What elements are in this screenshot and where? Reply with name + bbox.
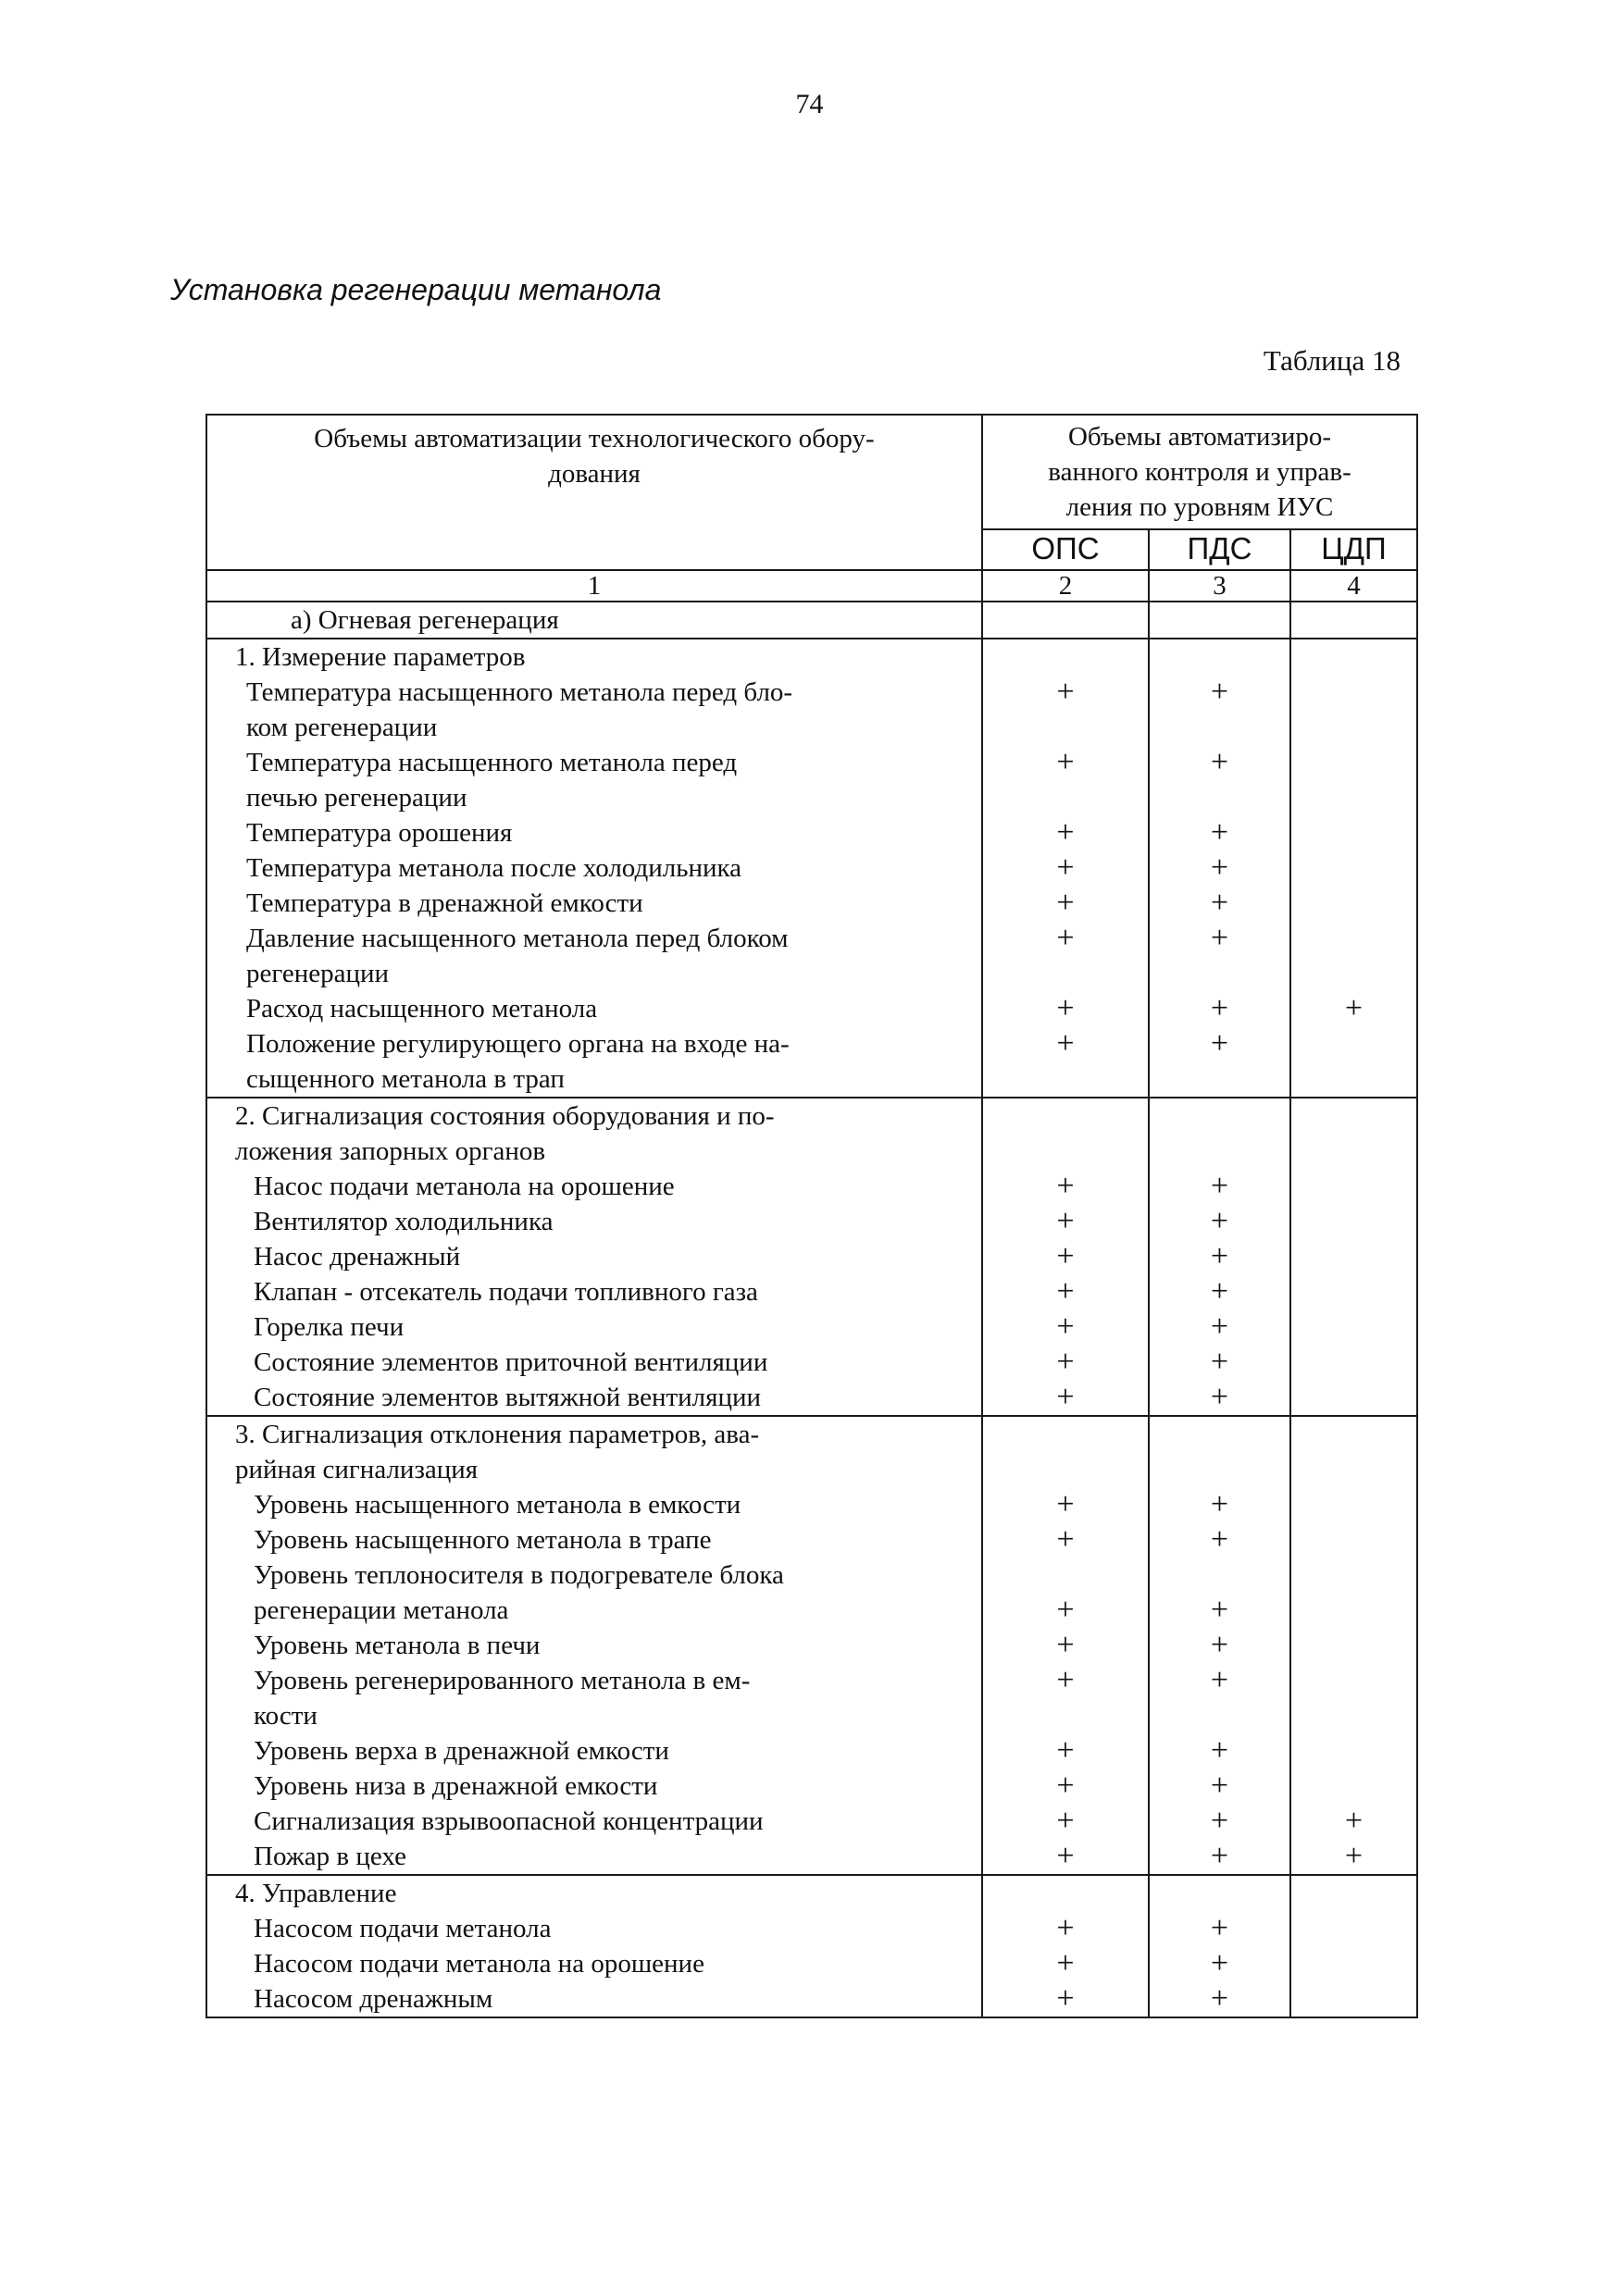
plus-mark	[1291, 1134, 1416, 1169]
plus-mark: +	[1210, 1804, 1229, 1838]
parameter-text: Сигнализация взрывоопасной концентрации	[254, 1806, 764, 1836]
parameter-text: Давление насыщенного метанола перед блоком	[246, 924, 789, 953]
plus-mark	[983, 780, 1148, 815]
automation-table	[205, 414, 1418, 2018]
plus-mark: +	[1056, 1345, 1075, 1379]
header-row	[206, 415, 1417, 529]
plus-mark	[1150, 1098, 1289, 1134]
column-number: 4	[1290, 570, 1417, 602]
parameter-text: Температура насыщенного метанола перед бло-	[246, 677, 793, 707]
plus-mark: +	[1056, 675, 1075, 709]
parameter-text: Уровень регенерированного метанола в ем-	[254, 1666, 751, 1695]
plus-mark	[1291, 1169, 1416, 1204]
parameter-text: Уровень насыщенного метанола в трапе	[254, 1525, 712, 1555]
plus-mark: +	[1056, 1522, 1075, 1557]
group-heading: 4. Управление	[235, 1879, 397, 1908]
plus-mark	[1291, 1239, 1416, 1274]
group-mark-cell	[1149, 639, 1290, 1098]
plus-mark: +	[1056, 1487, 1075, 1521]
plus-mark	[1291, 1911, 1416, 1946]
section-title: Установка регенерации метанола	[170, 273, 662, 306]
plus-mark	[1291, 1204, 1416, 1239]
group-row	[206, 1875, 1417, 2017]
plus-mark: +	[1056, 886, 1075, 920]
plus-mark: +	[1210, 815, 1229, 850]
plus-mark	[1150, 1061, 1289, 1097]
group-mark-cell	[982, 1416, 1149, 1875]
plus-mark: +	[1210, 850, 1229, 885]
group-mark-cell	[1290, 1098, 1417, 1416]
group-heading: рийная сигнализация	[235, 1455, 479, 1484]
plus-mark: +	[1210, 745, 1229, 779]
plus-mark: +	[1056, 1981, 1075, 2016]
header-right-line2: ванного контроля и управ-	[1048, 457, 1351, 487]
page-number: 74	[795, 89, 824, 119]
plus-mark	[983, 956, 1148, 991]
parameter-text: кости	[254, 1701, 318, 1731]
plus-mark: +	[1056, 921, 1075, 955]
plus-mark	[1291, 1417, 1416, 1452]
parameter-text: Вентилятор холодильника	[254, 1207, 554, 1236]
subsection-title: а) Огневая регенерация	[291, 605, 559, 635]
plus-mark: +	[1210, 1733, 1229, 1768]
plus-mark	[1150, 1417, 1289, 1452]
plus-mark	[1291, 1628, 1416, 1663]
plus-mark: +	[1056, 1169, 1075, 1203]
plus-mark	[1291, 1309, 1416, 1345]
plus-mark	[1291, 1098, 1416, 1134]
plus-mark	[1291, 1061, 1416, 1097]
plus-mark	[983, 710, 1148, 745]
plus-mark: +	[1056, 1026, 1075, 1061]
parameter-text: регенерации	[246, 959, 390, 988]
group-text-cell	[206, 1875, 982, 2017]
plus-mark: +	[1210, 1522, 1229, 1557]
plus-mark: +	[1056, 991, 1075, 1025]
plus-mark	[983, 1134, 1148, 1169]
plus-mark: +	[1056, 745, 1075, 779]
group-heading: 3. Сигнализация отклонения параметров, ава-	[235, 1420, 760, 1449]
parameter-text: сыщенного метанола в трап	[246, 1064, 565, 1094]
level-ops: ОПС	[982, 529, 1149, 570]
header-levels-title-cell	[982, 415, 1417, 529]
plus-mark: +	[1056, 1204, 1075, 1238]
parameter-text: Температура метанола после холодильника	[246, 853, 741, 883]
group-row	[206, 639, 1417, 1098]
parameter-text: Пожар в цехе	[254, 1842, 406, 1871]
level-cdp: ЦДП	[1290, 529, 1417, 570]
parameter-text: Насосом подачи метанола на орошение	[254, 1949, 704, 1979]
plus-mark	[1291, 921, 1416, 956]
plus-mark	[1291, 1593, 1416, 1628]
plus-mark: +	[1210, 1663, 1229, 1697]
plus-mark	[1150, 1876, 1289, 1911]
plus-mark	[983, 1452, 1148, 1487]
parameter-text: Клапан - отсекатель подачи топливного газа	[254, 1277, 758, 1307]
column-number: 3	[1149, 570, 1290, 602]
plus-mark: +	[1056, 1839, 1075, 1873]
group-mark-cell	[982, 639, 1149, 1098]
plus-mark: +	[1210, 1204, 1229, 1238]
plus-mark	[1291, 956, 1416, 991]
plus-mark: +	[1056, 1628, 1075, 1662]
group-row	[206, 1416, 1417, 1875]
plus-mark: +	[1344, 991, 1364, 1025]
plus-mark	[1291, 1946, 1416, 1981]
plus-mark	[1291, 1733, 1416, 1769]
plus-mark: +	[1344, 1804, 1364, 1838]
plus-mark	[1291, 1663, 1416, 1698]
group-mark-cell	[982, 1098, 1149, 1416]
plus-mark: +	[1056, 1733, 1075, 1768]
plus-mark	[983, 1098, 1148, 1134]
header-left-line1: Объемы автоматизации технологического обору-	[314, 424, 875, 453]
plus-mark: +	[1210, 1487, 1229, 1521]
plus-mark	[1150, 1558, 1289, 1593]
group-row	[206, 1098, 1417, 1416]
plus-mark	[1291, 1452, 1416, 1487]
column-numbers-row	[206, 570, 1417, 602]
plus-mark	[1150, 1698, 1289, 1733]
plus-mark	[1150, 639, 1289, 675]
plus-mark	[1150, 1134, 1289, 1169]
plus-mark	[1291, 1487, 1416, 1522]
plus-mark: +	[1056, 1911, 1075, 1945]
plus-mark	[1291, 675, 1416, 710]
plus-mark: +	[1056, 1593, 1075, 1627]
group-mark-cell	[1290, 1416, 1417, 1875]
plus-mark	[1291, 850, 1416, 886]
parameter-text: Уровень метанола в печи	[254, 1631, 541, 1660]
column-number: 2	[982, 570, 1149, 602]
parameter-text: Состояние элементов вытяжной вентиляции	[254, 1383, 762, 1412]
parameter-text: Температура орошения	[246, 818, 513, 848]
plus-mark	[1291, 1522, 1416, 1558]
plus-mark: +	[1056, 1239, 1075, 1273]
parameter-text: печью регенерации	[246, 783, 467, 813]
plus-mark	[1150, 1452, 1289, 1487]
level-pds: ПДС	[1149, 529, 1290, 570]
plus-mark	[1291, 780, 1416, 815]
plus-mark: +	[1210, 1309, 1229, 1344]
plus-mark	[1150, 956, 1289, 991]
plus-mark: +	[1056, 815, 1075, 850]
plus-mark	[1150, 710, 1289, 745]
group-mark-cell	[1149, 1098, 1290, 1416]
groups-body	[206, 639, 1417, 2017]
parameter-text: Насос дренажный	[254, 1242, 461, 1272]
plus-mark: +	[1210, 1981, 1229, 2016]
plus-mark	[1291, 1026, 1416, 1061]
parameter-text: Уровень низа в дренажной емкости	[254, 1771, 658, 1801]
subsection-row	[206, 602, 1417, 639]
parameter-text: Уровень верха в дренажной емкости	[254, 1736, 669, 1766]
plus-mark: +	[1056, 1663, 1075, 1697]
group-heading: ложения запорных органов	[235, 1136, 546, 1166]
plus-mark: +	[1210, 1239, 1229, 1273]
plus-mark	[983, 1417, 1148, 1452]
parameter-text: Состояние элементов приточной вентиляции	[254, 1347, 768, 1377]
parameter-text: Температура насыщенного метанола перед	[246, 748, 738, 777]
parameter-text: Расход насыщенного метанола	[246, 994, 598, 1024]
plus-mark	[1291, 1698, 1416, 1733]
parameter-text: Положение регулирующего органа на входе на-	[246, 1029, 790, 1059]
plus-mark: +	[1210, 1769, 1229, 1803]
header-equipment-cell	[206, 415, 982, 570]
plus-mark	[983, 639, 1148, 675]
group-mark-cell	[1149, 1875, 1290, 2017]
parameter-text: Насосом дренажным	[254, 1984, 493, 2014]
parameter-text: ком регенерации	[246, 713, 438, 742]
plus-mark	[1291, 1380, 1416, 1415]
plus-mark: +	[1056, 1769, 1075, 1803]
plus-mark: +	[1210, 1026, 1229, 1061]
header-right-line1: Объемы автоматизиро-	[1067, 422, 1332, 452]
table-caption: Таблица 18	[1263, 344, 1401, 377]
plus-mark	[1291, 1981, 1416, 2017]
group-heading: 2. Сигнализация состояния оборудования и по-	[235, 1101, 775, 1131]
plus-mark: +	[1210, 886, 1229, 920]
plus-mark: +	[1210, 675, 1229, 709]
plus-mark	[1291, 1345, 1416, 1380]
header-left-line2: дования	[548, 459, 641, 489]
group-text-cell	[206, 1416, 982, 1875]
parameter-text: Уровень насыщенного метанола в емкости	[254, 1490, 741, 1520]
plus-mark	[1291, 1274, 1416, 1309]
plus-mark: +	[1056, 850, 1075, 885]
plus-mark: +	[1210, 1911, 1229, 1945]
group-mark-cell	[982, 1875, 1149, 2017]
column-number: 1	[206, 570, 982, 602]
plus-mark	[1291, 886, 1416, 921]
plus-mark	[1291, 639, 1416, 675]
group-heading: 1. Измерение параметров	[235, 642, 526, 672]
group-mark-cell	[1290, 639, 1417, 1098]
plus-mark: +	[1210, 1839, 1229, 1873]
plus-mark: +	[1210, 1946, 1229, 1980]
plus-mark	[1291, 1558, 1416, 1593]
plus-mark	[1291, 745, 1416, 780]
plus-mark	[1291, 710, 1416, 745]
plus-mark	[983, 1876, 1148, 1911]
plus-mark	[983, 1061, 1148, 1097]
plus-mark: +	[1210, 921, 1229, 955]
parameter-text: Горелка печи	[254, 1312, 405, 1342]
group-mark-cell	[1290, 1875, 1417, 2017]
parameter-text: Температура в дренажной емкости	[246, 888, 643, 918]
plus-mark	[1291, 815, 1416, 850]
plus-mark	[983, 1558, 1148, 1593]
parameter-text: Насосом подачи метанола	[254, 1914, 552, 1943]
plus-mark: +	[1056, 1946, 1075, 1980]
plus-mark	[983, 1698, 1148, 1733]
plus-mark: +	[1210, 1274, 1229, 1309]
group-text-cell	[206, 1098, 982, 1416]
plus-mark	[1291, 1876, 1416, 1911]
parameter-text: Уровень теплоносителя в подогревателе блока	[254, 1560, 784, 1590]
plus-mark: +	[1344, 1839, 1364, 1873]
plus-mark: +	[1210, 1345, 1229, 1379]
plus-mark: +	[1210, 1169, 1229, 1203]
plus-mark: +	[1210, 1593, 1229, 1627]
plus-mark: +	[1210, 991, 1229, 1025]
plus-mark: +	[1210, 1628, 1229, 1662]
group-mark-cell	[1149, 1416, 1290, 1875]
parameter-text: Насос подачи метанола на орошение	[254, 1172, 675, 1201]
subsection-cell	[206, 602, 982, 639]
plus-mark	[1291, 1769, 1416, 1804]
parameter-text: регенерации метанола	[254, 1595, 509, 1625]
plus-mark: +	[1056, 1274, 1075, 1309]
plus-mark: +	[1056, 1804, 1075, 1838]
header-right-line3: ления по уровням ИУС	[1065, 492, 1334, 522]
plus-mark: +	[1056, 1380, 1075, 1414]
plus-mark: +	[1210, 1380, 1229, 1414]
plus-mark: +	[1056, 1309, 1075, 1344]
group-text-cell	[206, 639, 982, 1098]
plus-mark	[1150, 780, 1289, 815]
